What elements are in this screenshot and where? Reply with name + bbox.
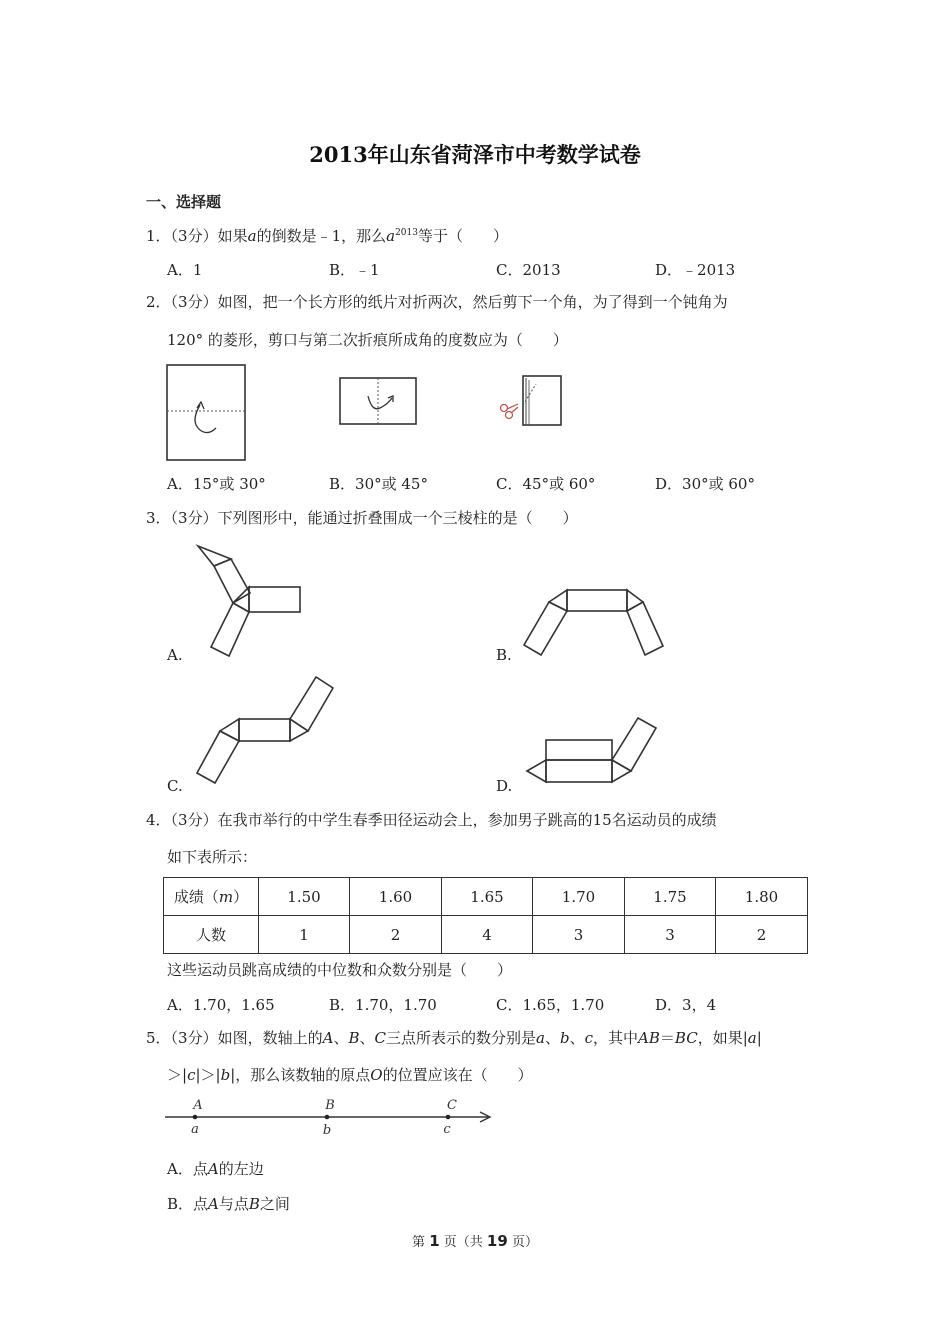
section-heading: 一、选择题 [146,193,222,211]
q1-option-c[interactable]: C．2013 [496,261,561,279]
q2-score: （3分） [170,293,218,311]
net-figure-b [524,590,663,655]
q4-question: 这些运动员跳高成绩的中位数和众数分别是（ ） [167,961,513,979]
q5-text: 的位置应该在（ ） [382,1066,533,1084]
q5-text: 、 [359,1029,375,1047]
q5-var: b [559,1029,570,1047]
q1-number: 1． [146,227,171,245]
q2-text: 如图，把一个长方形的纸片对折两次，然后剪下一个角，为了得到一个钝角为 [217,293,728,311]
q3-option-b[interactable]: B. [496,646,512,664]
q4-option-c[interactable]: C．1.65，1.70 [496,996,605,1014]
q4-option-b[interactable]: B．1.70，1.70 [329,996,437,1014]
question-4 [146,810,717,830]
q5-text: ＝ [659,1029,675,1047]
option-text: A．点 [167,1160,208,1178]
table-header-cell [164,878,259,916]
q5-option-b[interactable] [167,1193,290,1214]
axis-point-a [193,1115,198,1120]
q5-var: C [374,1029,386,1047]
q3-option-d[interactable]: D. [496,777,513,795]
question-5 [146,1028,762,1048]
q1-var: a [247,227,257,245]
option-text: 与点 [218,1195,249,1213]
q4-score: （3分） [170,811,218,829]
q3-option-c[interactable]: C. [167,777,183,795]
q3-number: 3． [146,509,171,527]
q5-text: | [756,1029,762,1047]
table-cell: 2 [716,916,808,954]
q1-text: 等于（ ） [417,227,508,245]
table-cell: 2 [350,916,442,954]
option-text: 的左边 [218,1160,264,1178]
q2-option-b[interactable]: B．30°或 45° [329,475,428,493]
q5-text: 、 [569,1029,585,1047]
q5-number-line [160,1094,500,1140]
q1-text: 如果 [217,227,248,245]
q4-option-d[interactable]: D．3，4 [655,996,717,1014]
table-row [164,878,808,916]
q4-option-a[interactable]: A．1.70，1.65 [167,996,275,1014]
cell-text: ） [233,888,249,906]
q5-text: ＞| [167,1066,188,1084]
q2-option-d[interactable]: D．30°或 60° [655,475,755,493]
q5-var: BC [674,1029,698,1047]
q5-var: b [220,1066,231,1084]
q5-var: c [187,1066,196,1084]
table-cell: 1.60 [350,878,442,916]
table-cell: 1.80 [716,878,808,916]
q1-option-b[interactable]: B．﹣1 [329,261,380,279]
q4-text-line2: 如下表所示： [167,848,258,866]
axis-value-b: b [322,1123,332,1138]
exam-title: 2013年山东省菏泽市中考数学试卷 [309,142,641,167]
q1-option-d[interactable]: D．﹣2013 [655,261,736,279]
q4-number: 4． [146,811,171,829]
q5-score: （3分） [170,1029,218,1047]
net-figure-d [527,718,656,782]
q5-var: c [584,1029,594,1047]
q3-text: 下列图形中，能通过折叠围成一个三棱柱的是（ ） [217,509,578,527]
q5-text: 、 [544,1029,560,1047]
table-row [164,916,808,954]
q5-var: A [322,1029,334,1047]
q5-text: |，那么该数轴的原点 [230,1066,371,1084]
q3-option-a[interactable]: A. [167,646,183,664]
axis-label-b: B [325,1098,335,1113]
total-pages: 19 [486,1232,508,1250]
q5-option-a[interactable] [167,1158,264,1179]
table-cell: 1.50 [259,878,350,916]
q2-number: 2． [146,293,171,311]
option-text: 之间 [259,1195,290,1213]
q5-text: |＞| [195,1066,221,1084]
q1-score: （3分） [170,227,218,245]
option-var: B [248,1195,260,1213]
table-cell: 3 [625,916,716,954]
axis-point-c [446,1115,451,1120]
option-text: B．点 [167,1195,209,1213]
q5-text-line2 [167,1065,533,1085]
table-cell: 1.70 [533,878,625,916]
q5-number: 5． [146,1029,171,1047]
page-footer [0,1231,950,1250]
cell-var: m [218,888,234,906]
q2-option-c[interactable]: C．45°或 60° [496,475,596,493]
q5-text: 、 [333,1029,349,1047]
axis-label-a: A [193,1098,203,1113]
q3-score: （3分） [170,509,218,527]
option-var: A [208,1195,219,1213]
table-header-cell: 人数 [164,916,259,954]
q1-option-a[interactable]: A．1 [167,261,203,279]
q4-text: 在我市举行的中学生春季田径运动会上，参加男子跳高的15名运动员的成绩 [217,811,717,829]
q5-var: O [370,1066,383,1084]
footer-text: 页） [511,1235,538,1250]
page-number: 1 [429,1232,440,1250]
cell-text: 成绩（ [173,888,219,906]
net-figure-a [198,546,300,656]
axis-point-b [325,1115,330,1120]
q5-text: 三点所表示的数分别是 [386,1029,537,1047]
axis-label-c: C [447,1098,457,1113]
option-var: A [207,1160,219,1178]
q5-text: ，如果| [697,1029,748,1047]
q5-var: a [747,1029,757,1047]
q2-text-line2: 120° 的菱形，剪口与第二次折痕所成角的度数应为（ ） [167,331,568,349]
q5-var: B [348,1029,360,1047]
table-cell: 4 [442,916,533,954]
table-cell: 1.65 [442,878,533,916]
q1-exponent: 2013 [395,228,418,238]
footer-text: 第 [412,1235,426,1250]
q5-text: ，其中 [593,1029,639,1047]
table-cell: 1.75 [625,878,716,916]
q1-text: 的倒数是﹣1，那么 [256,227,387,245]
table-cell: 3 [533,916,625,954]
axis-value-c: c [443,1122,451,1137]
axis-value-a: a [191,1122,199,1137]
q5-var: AB [638,1029,660,1047]
q4-score-table [163,877,808,954]
q1-var: a [386,227,396,245]
q2-option-a[interactable]: A．15°或 30° [167,475,266,493]
q5-text: 如图，数轴上的 [217,1029,323,1047]
footer-text: 页（共 [443,1235,483,1250]
q5-var: a [536,1029,545,1047]
net-figure-c [197,677,333,783]
table-cell: 1 [259,916,350,954]
